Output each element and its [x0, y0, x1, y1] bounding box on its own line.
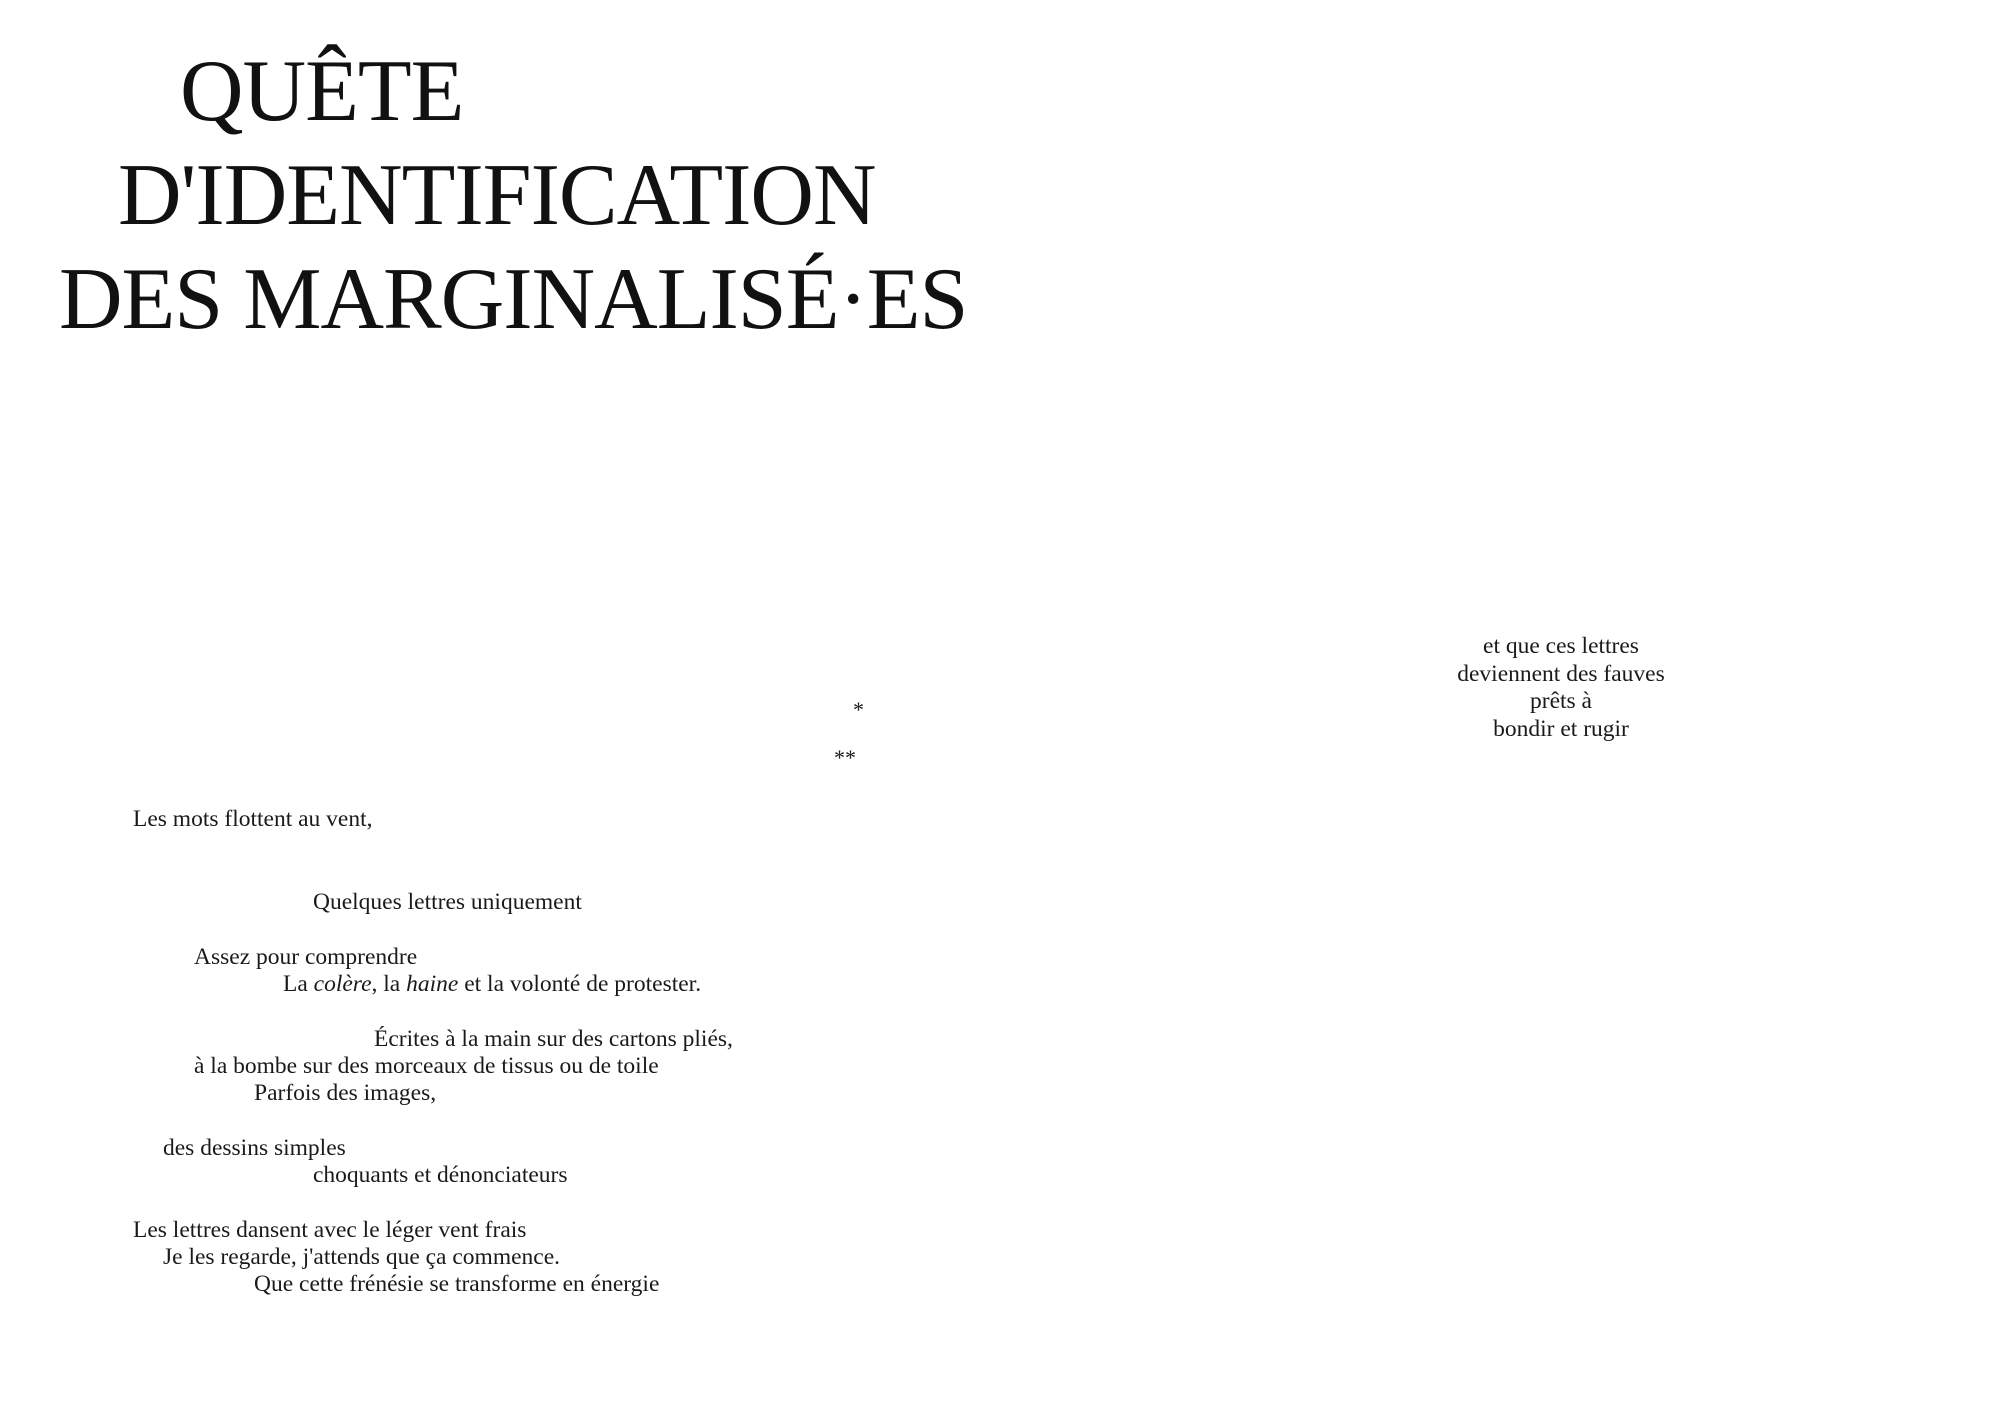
poem-line-11: Je les regarde, j'attends que ça commence. [163, 1244, 561, 1270]
title-line-1: QUÊTE [180, 43, 464, 140]
title-line-3: DES MARGINALISÉ·ES [59, 251, 968, 348]
title-line-2: D'IDENTIFICATION [118, 147, 876, 244]
poem-line-9: choquants et dénonciateurs [313, 1162, 568, 1188]
poem-line-4-part-e: et la volonté de protester. [458, 971, 702, 997]
poem-line-1: Les mots flottent au vent, [133, 806, 373, 832]
separator-single-asterisk: * [853, 697, 864, 722]
poem-line-3: Assez pour comprendre [194, 944, 418, 970]
poem-line-4-part-a: La [283, 971, 314, 997]
right-stanza-line-2: deviennent des fauves [1457, 660, 1665, 687]
right-stanza-line-3: prêts à [1530, 688, 1592, 714]
poem-line-4-part-c: , la [371, 971, 407, 997]
poem-line-2: Quelques lettres uniquement [313, 889, 582, 915]
poem-word-haine: haine [406, 971, 459, 997]
poem-line-5: Écrites à la main sur des cartons pliés, [374, 1026, 733, 1052]
poem-word-colere: colère [313, 971, 372, 997]
poem-line-8: des dessins simples [163, 1135, 346, 1161]
right-stanza-line-1: et que ces lettres [1483, 633, 1639, 659]
poem-line-7: Parfois des images, [254, 1080, 437, 1106]
poem-line-6: à la bombe sur des morceaux de tissus ou de toile [194, 1053, 659, 1079]
poem-line-4 [283, 973, 701, 997]
right-stanza-line-4: bondir et rugir [1493, 715, 1629, 742]
separator-double-asterisk: ** [834, 745, 856, 770]
poem-line-12: Que cette frénésie se transforme en énergie [254, 1271, 660, 1297]
right-stanza [1446, 633, 1676, 743]
poem-line-10: Les lettres dansent avec le léger vent frais [133, 1217, 527, 1243]
